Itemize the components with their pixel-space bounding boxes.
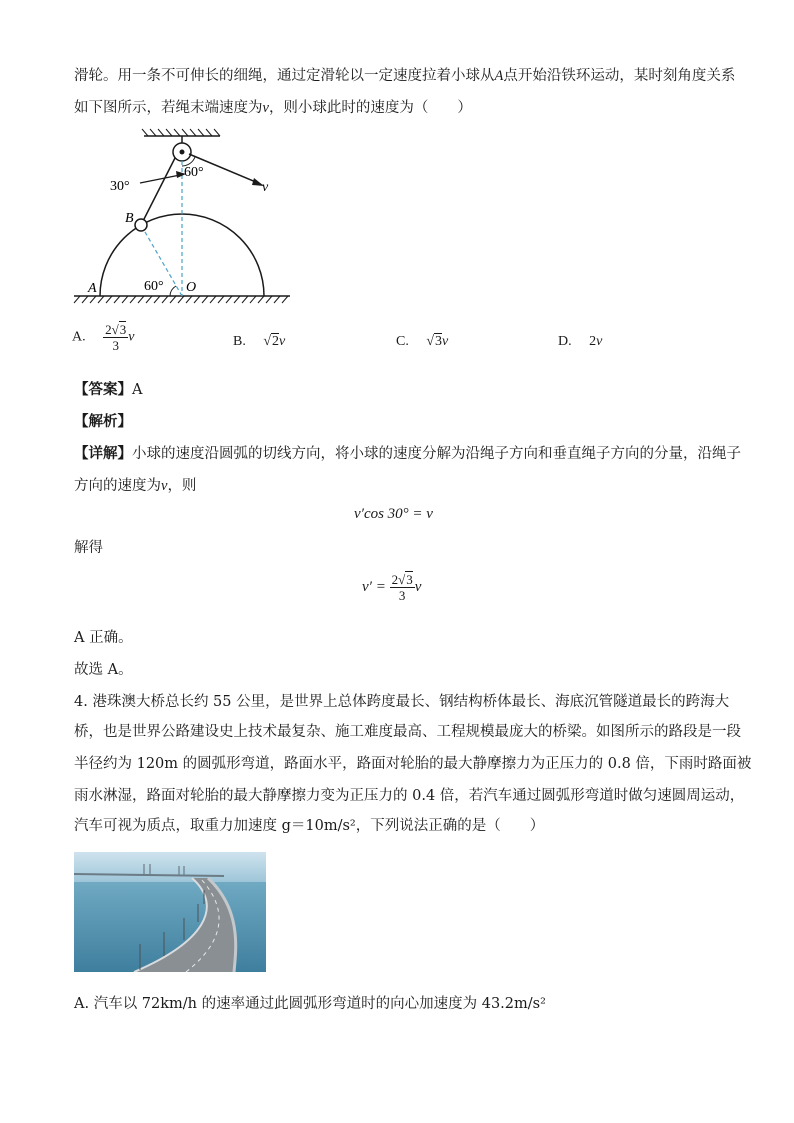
option-d-text: 2 — [589, 334, 597, 349]
label-60-top: 60° — [184, 165, 204, 180]
option-d-var: v — [596, 334, 603, 349]
equation-2 — [362, 572, 421, 603]
detail-line-2-var: v — [161, 478, 168, 494]
conclusion-2-text: 故选 A。 — [74, 662, 133, 678]
detail-label: 【详解】 — [74, 445, 132, 462]
label-30: 30° — [110, 179, 130, 194]
intro-line-2-pre: 如下图所示，若绳末端速度为 — [74, 100, 263, 116]
option-c-var: v — [442, 334, 449, 349]
pulley-axle — [180, 150, 185, 155]
angle-arc-bottom — [170, 286, 176, 296]
pulley-diagram — [70, 126, 300, 312]
option-d[interactable] — [558, 334, 602, 350]
equation-2-num-coef: 2 — [391, 572, 399, 587]
q4-line-1-text: 4. 港珠澳大桥总长约 55 公里，是世界上总体跨度最长、钢结构桥体最长、海底沉管隧道最长的跨海大 — [74, 694, 730, 710]
label-v: v — [262, 180, 269, 195]
option-a-fraction: $\frac{2√3}{3}$ — [105, 322, 127, 353]
intro-line-1 — [74, 66, 735, 86]
conclusion-1 — [74, 628, 133, 648]
equation-2-num-rad: 3 — [406, 572, 413, 587]
detail-line-1 — [74, 444, 741, 464]
ceiling-hatch — [142, 129, 220, 136]
solve-label — [74, 538, 103, 558]
equation-1-text: v′cos 30° = v — [354, 506, 433, 522]
detail-line-2 — [74, 476, 196, 496]
q4-option-a[interactable] — [74, 994, 546, 1014]
bridge-photo — [74, 852, 266, 972]
point-a-label: A — [494, 68, 504, 84]
ball-b — [135, 219, 147, 231]
answer-value: A — [132, 382, 143, 398]
equation-2-fraction: $\frac{2√3}{3}$ — [391, 572, 413, 603]
option-b-letter: B. — [233, 334, 246, 349]
rope-speed-var: v — [262, 100, 269, 116]
analysis-label: 【解析】 — [74, 413, 132, 430]
solve-label-text: 解得 — [74, 540, 103, 556]
option-b-rad: 2 — [272, 334, 280, 349]
equation-1 — [354, 506, 433, 523]
option-a-var: v — [128, 329, 135, 345]
equation-2-den: 3 — [398, 588, 406, 603]
photo-sky — [74, 852, 266, 882]
detail-line-2-post: ，则 — [167, 478, 197, 494]
q4-line-1 — [74, 692, 729, 712]
option-a-num-rad: 3 — [119, 322, 127, 337]
q4-line-5-text: 汽车可视为质点，取重力加速度 g＝10m/s²，下列说法正确的是（ ） — [74, 818, 545, 834]
option-c-rad: 3 — [435, 334, 443, 349]
label-a: A — [88, 281, 97, 296]
q4-option-a-text: A. 汽车以 72km/h 的速率通过此圆弧形弯道时的向心加速度为 43.2m/s² — [74, 996, 546, 1012]
answer-line — [74, 380, 142, 400]
equation-2-lhs: v′ = — [362, 578, 386, 595]
intro-line-1-post: 点开始沿铁环运动，某时刻角度关系 — [503, 68, 736, 84]
option-b-var: v — [279, 334, 286, 349]
intro-line-2 — [74, 98, 472, 118]
q4-line-3-text: 半径约为 120m 的圆弧形弯道，路面水平，路面对轮胎的最大静摩擦力为正压力的 0.8 倍，下雨时路面被 — [74, 756, 752, 772]
option-a-letter: A. — [72, 329, 86, 345]
equation-2-var: v — [414, 578, 422, 595]
option-a-num-coef: 2 — [105, 322, 112, 337]
q4-line-3 — [74, 754, 751, 774]
q4-line-5 — [74, 816, 544, 836]
intro-line-2-post: ，则小球此时的速度为（ ） — [268, 100, 472, 116]
conclusion-2 — [74, 660, 133, 680]
q4-line-4-text: 雨水淋湿，路面对轮胎的最大静摩擦力变为正压力的 0.4 倍，若汽车通过圆弧形弯道时做匀速圆周运动， — [74, 788, 745, 804]
option-c[interactable]: C. √3v — [396, 334, 449, 349]
conclusion-1-text: A 正确。 — [74, 630, 133, 646]
analysis-line — [74, 412, 132, 432]
option-d-letter: D. — [558, 334, 572, 349]
q4-line-4 — [74, 786, 744, 806]
intro-line-1-pre: 滑轮。用一条不可伸长的细绳，通过定滑轮以一定速度拉着小球从 — [74, 68, 495, 84]
answer-label: 【答案】 — [74, 381, 132, 398]
angle-30-pointer — [140, 175, 180, 183]
option-b[interactable]: B. √2v — [233, 334, 286, 349]
detail-line-2-pre: 方向的速度为 — [74, 478, 161, 494]
q4-line-2-text: 桥，也是世界公路建设史上技术最复杂、施工难度最高、工程规模最庞大的桥梁。如图所示的路段是一段 — [74, 724, 741, 740]
q4-line-2 — [74, 722, 741, 742]
detail-line-1-text: 小球的速度沿圆弧的切线方向，将小球的速度分解为沿绳子方向和垂直绳子方向的分量，沿绳子 — [132, 446, 741, 462]
option-c-letter: C. — [396, 334, 409, 349]
label-b: B — [125, 211, 134, 226]
ground-hatch — [74, 296, 288, 303]
option-a-den: 3 — [112, 338, 119, 353]
option-a[interactable] — [72, 322, 134, 353]
label-60-bottom: 60° — [144, 279, 164, 294]
label-o: O — [186, 280, 197, 295]
